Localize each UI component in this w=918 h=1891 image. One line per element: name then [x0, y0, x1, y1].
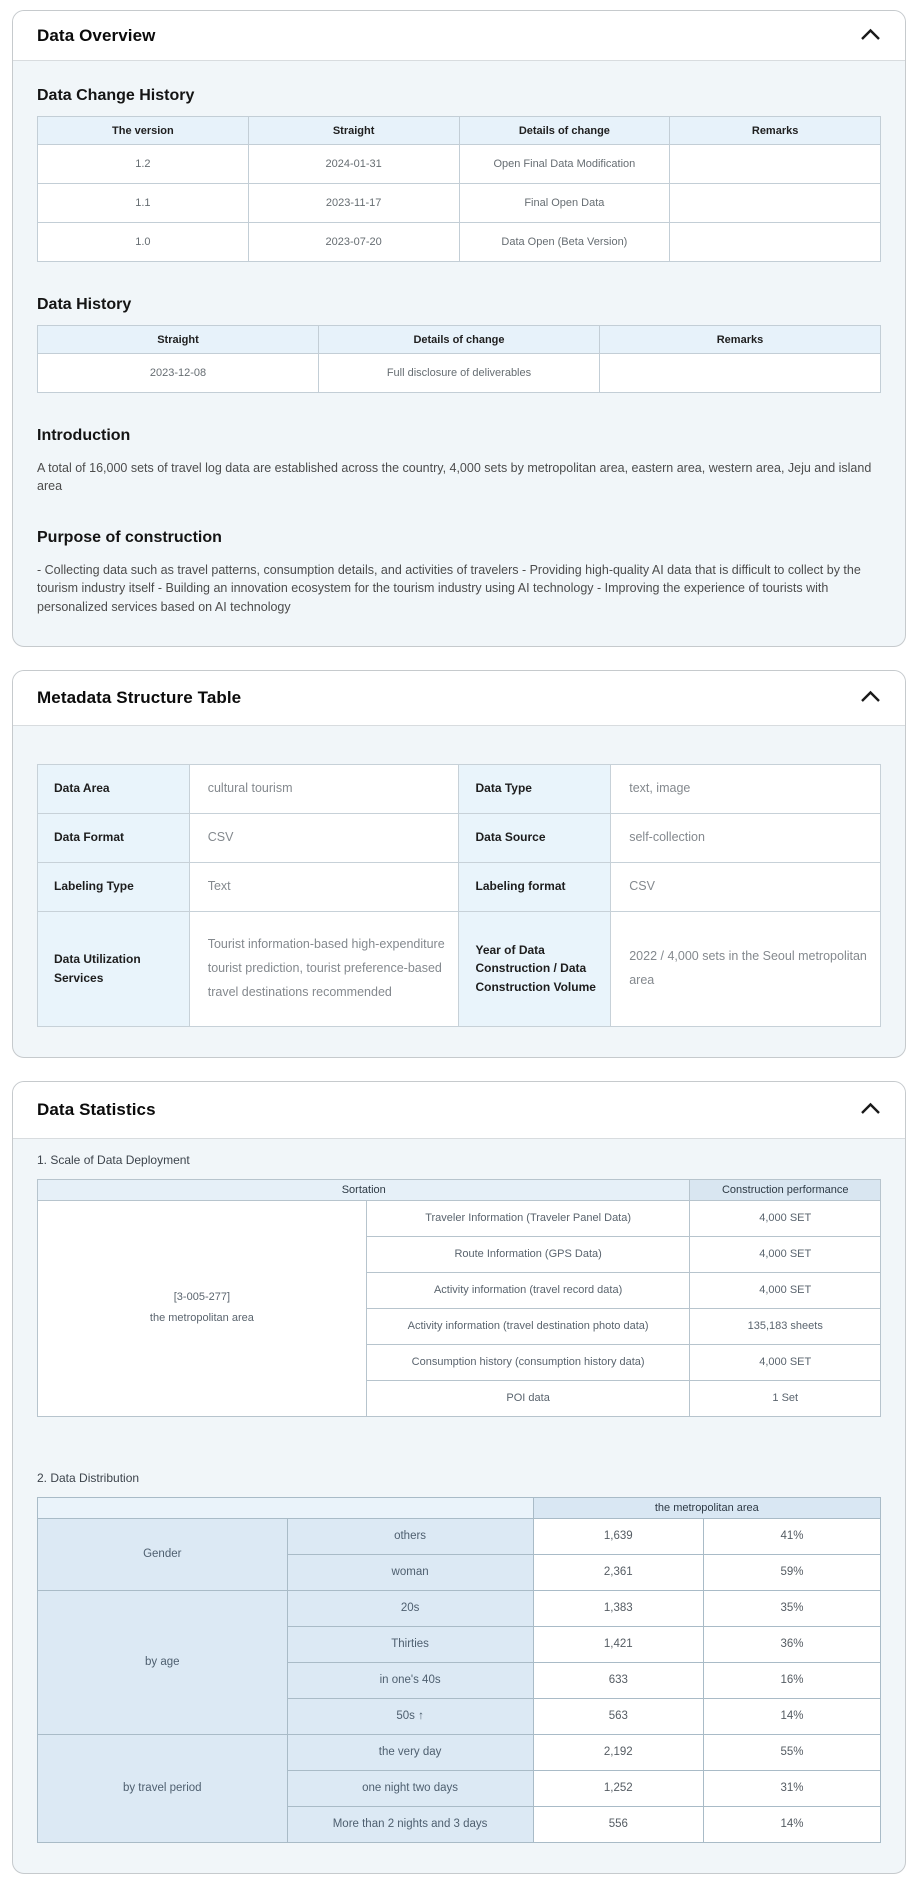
meta-label: Labeling Type	[38, 862, 190, 911]
data-overview-header[interactable]	[13, 11, 905, 61]
collapse-button[interactable]	[858, 24, 883, 48]
details-cell: Full disclosure of deliverables	[318, 354, 599, 393]
column-header: Remarks	[670, 117, 881, 145]
version-cell: 1.0	[38, 223, 249, 262]
percent-cell: 41%	[703, 1518, 880, 1554]
performance-cell: 4,000 SET	[690, 1236, 881, 1272]
count-cell: 1,639	[533, 1518, 703, 1554]
dataset-cell: POI data	[366, 1380, 690, 1416]
meta-value: 2022 / 4,000 sets in the Seoul metropolitan area	[611, 911, 881, 1026]
column-header: Details of change	[318, 326, 599, 354]
percent-cell: 31%	[703, 1770, 880, 1806]
subcategory-cell: the very day	[287, 1734, 533, 1770]
dataset-cell: Traveler Information (Traveler Panel Data)	[366, 1200, 690, 1236]
table-header-row	[38, 1497, 881, 1518]
meta-value: self-collection	[611, 813, 881, 862]
introduction-heading: Introduction	[37, 427, 131, 444]
scale-heading: 1. Scale of Data Deployment	[37, 1152, 190, 1167]
meta-value: Tourist information-based high-expenditure tourist prediction, tourist preference-based travel destinations recommended	[189, 911, 459, 1026]
chevron-up-icon	[860, 690, 881, 706]
column-header: Straight	[248, 117, 459, 145]
column-header: The version	[38, 117, 249, 145]
metadata-structure-header[interactable]	[13, 671, 905, 726]
table-row	[38, 911, 881, 1026]
subcategory-cell: 20s	[287, 1590, 533, 1626]
percent-cell: 36%	[703, 1626, 880, 1662]
version-cell: 1.1	[38, 184, 249, 223]
table-header-row	[38, 117, 881, 145]
remarks-cell	[670, 184, 881, 223]
dataset-cell: Route Information (GPS Data)	[366, 1236, 690, 1272]
subcategory-cell: one night two days	[287, 1770, 533, 1806]
region-code: [3-005-277]	[173, 1291, 231, 1304]
percent-cell: 59%	[703, 1554, 880, 1590]
meta-label: Data Source	[459, 813, 611, 862]
table-row	[38, 145, 881, 184]
change-history-heading: Data Change History	[37, 87, 195, 104]
chevron-up-icon	[860, 1102, 881, 1118]
details-cell: Data Open (Beta Version)	[459, 223, 670, 262]
table-row	[38, 813, 881, 862]
subcategory-cell: woman	[287, 1554, 533, 1590]
count-cell: 1,383	[533, 1590, 703, 1626]
chevron-up-icon	[860, 28, 881, 44]
table-row	[38, 1590, 881, 1626]
table-row	[38, 1518, 881, 1554]
performance-cell: 4,000 SET	[690, 1200, 881, 1236]
dataset-cell: Consumption history (consumption history data)	[366, 1344, 690, 1380]
count-cell: 563	[533, 1698, 703, 1734]
data-history-table	[37, 325, 881, 393]
performance-cell: 135,183 sheets	[690, 1308, 881, 1344]
subcategory-cell: in one's 40s	[287, 1662, 533, 1698]
meta-label: Year of Data Construction / Data Construction Volume	[459, 911, 611, 1026]
table-row	[38, 862, 881, 911]
meta-value: Text	[189, 862, 459, 911]
table-row	[38, 184, 881, 223]
count-cell: 2,192	[533, 1734, 703, 1770]
region-header: the metropolitan area	[533, 1497, 880, 1518]
subcategory-cell: Thirties	[287, 1626, 533, 1662]
date-cell: 2023-07-20	[248, 223, 459, 262]
data-statistics-header[interactable]	[13, 1082, 905, 1139]
table-row	[38, 354, 881, 393]
count-cell: 2,361	[533, 1554, 703, 1590]
percent-cell: 14%	[703, 1698, 880, 1734]
meta-label: Data Type	[459, 764, 611, 813]
purpose-text: - Collecting data such as travel patterns, consumption details, and activities of travelers - Providing high-quality AI data that is difficult to collect by the tourism industry itself - Building an innovation ecosystem for the tourism industry using AI technology - Improving the experience of tourists with personalized services based on AI technology	[37, 563, 861, 614]
purpose-heading: Purpose of construction	[37, 529, 222, 547]
data-statistics-card	[12, 1081, 906, 1874]
meta-label: Data Area	[38, 764, 190, 813]
card-title: Metadata Structure Table	[37, 687, 242, 707]
data-change-history-table	[37, 116, 881, 262]
data-history-heading: Data History	[37, 296, 132, 313]
date-cell: 2024-01-31	[248, 145, 459, 184]
introduction-text: A total of 16,000 sets of travel log data are established across the country, 4,000 sets by metropolitan area, eastern area, western area, Jeju and island area	[37, 461, 872, 494]
percent-cell: 55%	[703, 1734, 880, 1770]
count-cell: 1,421	[533, 1626, 703, 1662]
meta-label: Data Utilization Services	[38, 911, 190, 1026]
percent-cell: 16%	[703, 1662, 880, 1698]
dataset-cell: Activity information (travel destination photo data)	[366, 1308, 690, 1344]
subcategory-cell: More than 2 nights and 3 days	[287, 1806, 533, 1842]
metadata-structure-card	[12, 670, 906, 1058]
group-label-cell: by age	[38, 1590, 288, 1734]
column-header: Straight	[38, 326, 319, 354]
meta-value: text, image	[611, 764, 881, 813]
data-overview-body	[13, 61, 905, 646]
column-header: Remarks	[599, 326, 880, 354]
table-row	[38, 1734, 881, 1770]
data-overview-card	[12, 10, 906, 647]
blank-header	[38, 1497, 534, 1518]
distribution-heading: 2. Data Distribution	[37, 1470, 140, 1485]
metadata-table	[37, 764, 881, 1027]
table-header-row	[38, 1179, 881, 1200]
meta-value: CSV	[611, 862, 881, 911]
performance-cell: 4,000 SET	[690, 1272, 881, 1308]
data-statistics-body	[13, 1139, 905, 1873]
remarks-cell	[670, 223, 881, 262]
performance-cell: 1 Set	[690, 1380, 881, 1416]
meta-label: Data Format	[38, 813, 190, 862]
group-label-cell: Gender	[38, 1518, 288, 1590]
region-group-cell	[38, 1200, 367, 1416]
scale-of-deployment-table	[37, 1179, 881, 1417]
table-row	[38, 223, 881, 262]
table-header-row	[38, 326, 881, 354]
card-title: Data Statistics	[37, 1099, 156, 1119]
meta-value: cultural tourism	[189, 764, 459, 813]
meta-label: Labeling format	[459, 862, 611, 911]
details-cell: Open Final Data Modification	[459, 145, 670, 184]
subcategory-cell: others	[287, 1518, 533, 1554]
metadata-structure-body	[13, 726, 905, 1057]
collapse-button[interactable]	[858, 1098, 883, 1122]
subcategory-cell: 50s ↑	[287, 1698, 533, 1734]
column-header: Details of change	[459, 117, 670, 145]
remarks-cell	[599, 354, 880, 393]
count-cell: 556	[533, 1806, 703, 1842]
dataset-cell: Activity information (travel record data)	[366, 1272, 690, 1308]
column-header: Sortation	[38, 1179, 690, 1200]
version-cell: 1.2	[38, 145, 249, 184]
date-cell: 2023-11-17	[248, 184, 459, 223]
meta-value: CSV	[189, 813, 459, 862]
table-row	[38, 1200, 881, 1236]
data-distribution-table	[37, 1497, 881, 1843]
dataset-detail-page	[0, 10, 918, 1874]
column-header: Construction performance	[690, 1179, 881, 1200]
group-label-cell: by travel period	[38, 1734, 288, 1842]
details-cell: Final Open Data	[459, 184, 670, 223]
percent-cell: 14%	[703, 1806, 880, 1842]
performance-cell: 4,000 SET	[690, 1344, 881, 1380]
remarks-cell	[670, 145, 881, 184]
count-cell: 1,252	[533, 1770, 703, 1806]
percent-cell: 35%	[703, 1590, 880, 1626]
card-title: Data Overview	[37, 25, 156, 45]
count-cell: 633	[533, 1662, 703, 1698]
table-row	[38, 764, 881, 813]
collapse-button[interactable]	[858, 686, 883, 710]
date-cell: 2023-12-08	[38, 354, 319, 393]
region-name: the metropolitan area	[149, 1312, 254, 1325]
